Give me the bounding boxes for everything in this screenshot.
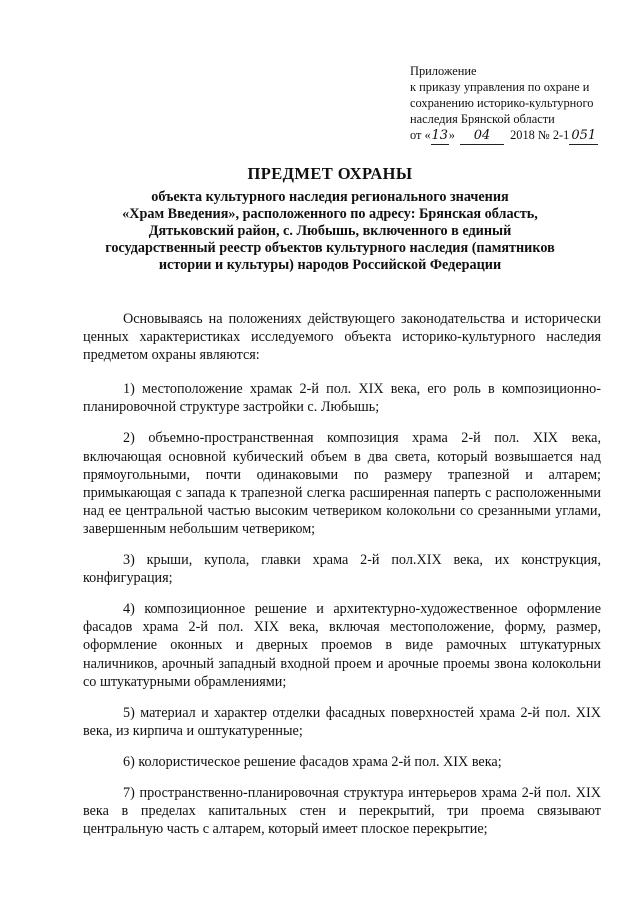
list-item-6: 6) колористическое решение фасадов храма 2-й пол. XIX века; (123, 753, 502, 770)
title-line-5: истории и культуры) народов Российской Федерации (158, 257, 502, 273)
list-item-5: 5) материал и характер отделки фасадных поверхностей храма 2-й пол. XIX века, из кирпича и оштукатуренные; (83, 704, 601, 739)
title-line-3: Дятьковский район, с. Любышь, включенного в единый (148, 223, 512, 239)
title-line-2: «Храм Введения», расположенного по адресу: Брянская область, (122, 206, 538, 222)
list-item-4: 4) композиционное решение и архитектурно-художественное оформление фасадов храма 2-й пол. XIX века, включая местоположение, форму, размер, оформление оконных и дверных проемов в виде рамочных штукатурных наличников, арочный западный входной проем и арочные проемы звона колокольни со штукатурными обрамлениями; (83, 601, 601, 690)
list-item-3: 3) крыши, купола, главки храма 2-й пол.XIX века, их конструкция, конфигурация; (83, 552, 601, 587)
intro-paragraph: Основываясь на положениях действующего законодательства и исторически ценных характеристиках исследуемого объекта историко-культурного наследия предметом охраны являются: (83, 311, 601, 364)
document-body (83, 310, 601, 851)
handwritten-order-number: 051 (571, 128, 597, 143)
appendix-line-2: к приказу управления по охране и (410, 80, 590, 94)
handwritten-day: 13 (431, 128, 449, 143)
order-date-line (410, 127, 615, 145)
title-line-4: государственный реестр объектов культурного наследия (памятников (105, 240, 555, 256)
date-prefix: от « (410, 128, 431, 142)
handwritten-month: 04 (460, 128, 504, 145)
date-year-number: 2018 № 2-1 (510, 128, 570, 142)
title-main: ПРЕДМЕТ ОХРАНЫ (247, 164, 413, 183)
list-item-2: 2) объемно-пространственная композиция храма 2-й пол. XIX века, включающая основной кубический объем в два света, который возвышается над прямоугольными, почти одинаковыми по размеру трапезной и алтарем; примыкающая с запада к трапезной слегка расширенная паперть с расположенными над ее центральной частью высоким четвериком колокольни со срезанными углами, завершенным небольшим четвериком; (83, 430, 601, 537)
list-item-7: 7) пространственно-планировочная структура интерьеров храма 2-й пол. XIX века в пределах капитальных стен и перекрытий, три проема связывают центральную часть с алтарем, который имеет плоское перекрытие; (83, 784, 601, 838)
appendix-line-3: сохранению историко-культурного (410, 96, 594, 110)
date-mid: » (448, 128, 455, 142)
appendix-header (410, 63, 615, 145)
appendix-line-4: наследия Брянской области (410, 112, 555, 126)
title-line-1: объекта культурного наследия регионального значения (151, 189, 509, 205)
document-title (100, 165, 560, 274)
appendix-line-1: Приложение (410, 64, 477, 78)
list-item-1: 1) местоположение храмак 2-й пол. XIX века, его роль в композиционно-планировочной структуре застройки с. Любышь; (83, 381, 601, 416)
